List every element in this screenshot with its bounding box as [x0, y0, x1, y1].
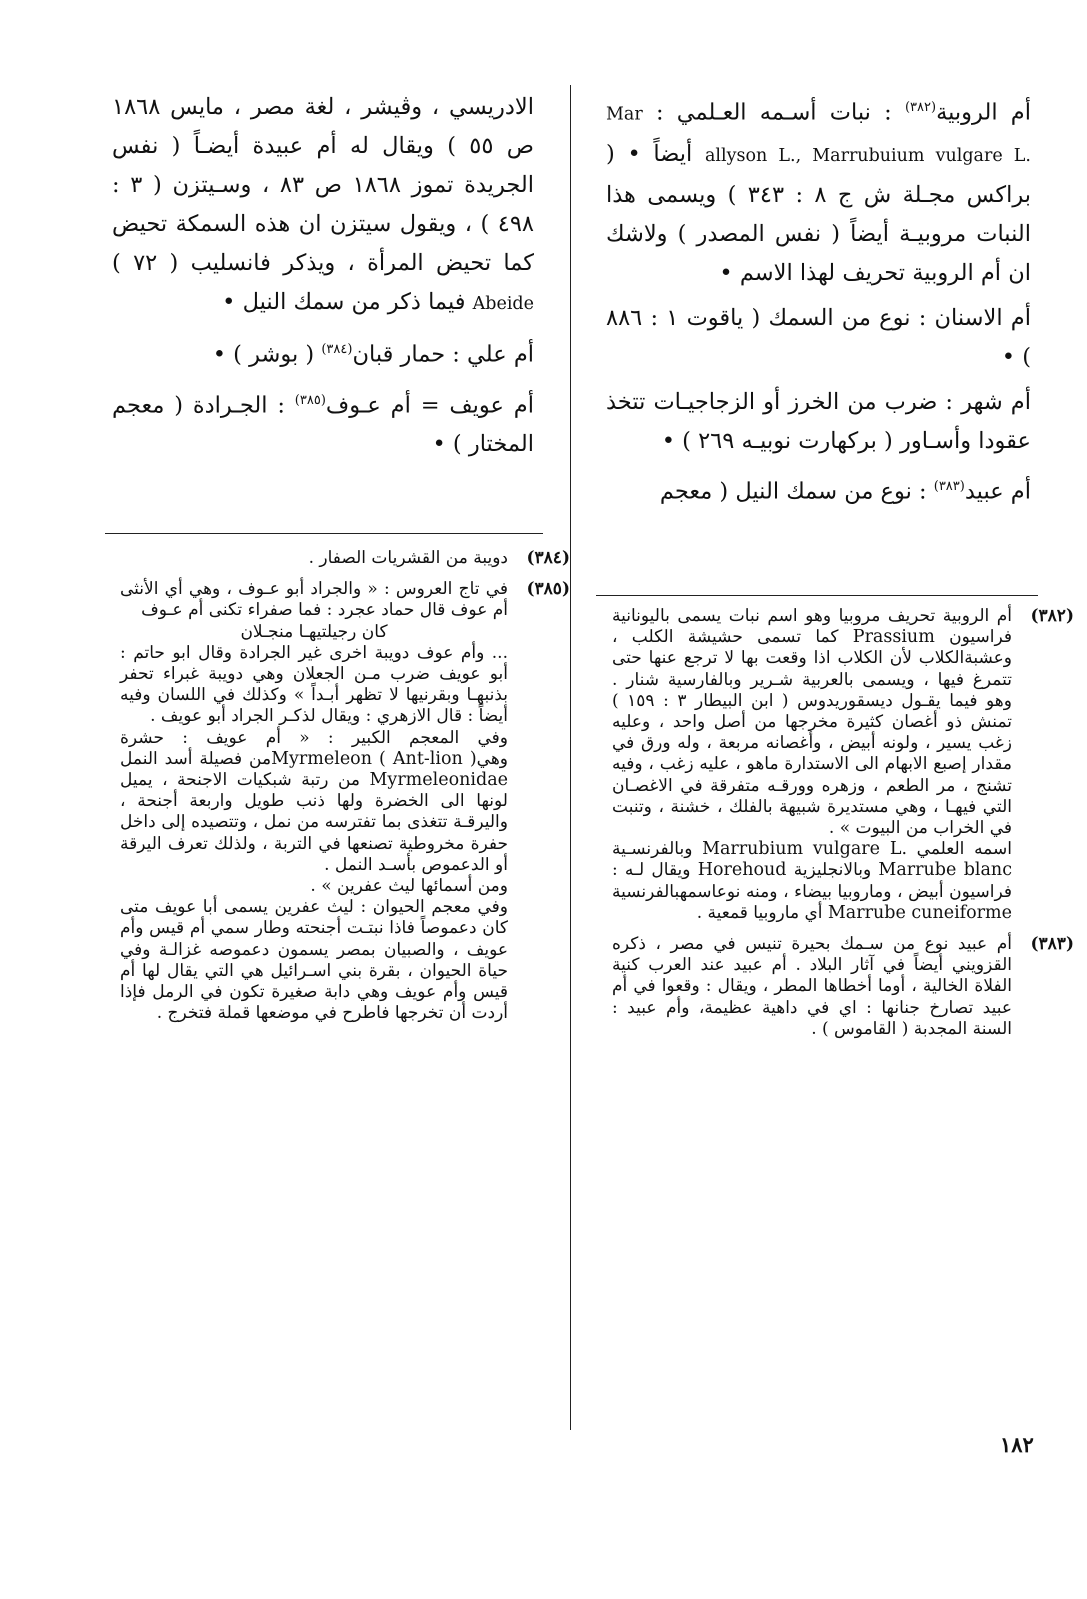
- poetry-verse: كان رجيلتيهـا منجـلان: [240, 621, 388, 642]
- footnote-paragraph: وفي المعجم الكبير : « أم عويف : حشرة وهيMyrmeleon ( Ant-lion )من فصيلة أسد النمل Myrmeleonidae من رتبة شبكيات الاجنحة ، يميل لونها الى الخضرة ولها ذنب طويل واربعة أجنحة ، واليرقـة تتغذى بما تفترسه من نمل ، وتتصيده إلى داخل حفرة مخروطية تصنعها في التربة ، ولذلك تعرف اليرقة أو الدعموص بأسـد النمل .: [120, 727, 509, 875]
- footnote-384: [120, 548, 570, 569]
- page-number: ١٨٢: [1000, 1432, 1034, 1457]
- entry-um-al-rubiya: أم الروبية$^{(٣٨٢)}$ : نبات أسـمه العـلمي : Mar allyson L., Marrubuium vulgare L. أيضاً • ( براكس مجـلة ش ج ٨ : ٣٤٣ ) ويسمى هذا النبات مروبيـة أيضاً ( نفس المصدر ) ولاشك ان أم الروبية تحريف لهذا الاسم •: [606, 99, 1031, 286]
- footnote-separator-left: [105, 533, 543, 534]
- entry-um-ali: أم علي : حمار قبان$^{(٣٨٤)}$ ( بوشر ) •: [212, 341, 534, 368]
- footnote-paragraph: أم عبيد نوع من سـمك بحيرة تنيس في مصر ، ذكره القزويني أيضاً في آثار البلاد . أم عبيد عند العرب كنية الفلاة الخالية ، أوما أخطاها المطر ، ويقال : وقعوا في أم عبيد تصارخ جنانها : اي في داهية عظيمة، وأم عبيد : السنة المجدبة ( القاموس ) .: [612, 934, 1012, 1039]
- footnote-number: (٣٨٥): [526, 579, 570, 600]
- entry-um-ubaid: أم عبيد$^{(٣٨٣)}$ : نوع من سمك النيل ( معجم: [659, 478, 1031, 504]
- main-text-right-column: [606, 88, 1031, 511]
- footnote-paragraph: في تاج العروس : « والجراد أبو عـوف ، وهي أي الأنثى أم عوف قال حماد عجرد : فما صفراء تكنى أم عـوف: [120, 579, 508, 621]
- footnote-paragraph: ... وأم عوف دويبة اخرى غير الجرادة وقال ابو حاتم : أبو عويف ضرب مـن الجعلان وهي دويبة غبراء تحفر بذنبهـا وبقرنيها لا تظهر أبـداً » وكذلك في اللسان وفيه أيضاً : قال الازهري : ويقال لذكـر الجراد أبو عويف .: [120, 642, 508, 727]
- footnote-number: (٣٨٢): [1030, 606, 1074, 626]
- footnote-separator-right: [596, 595, 1038, 596]
- footnote-paragraph: وفي معجم الحيوان : ليث عفرين يسمى أبا عويف متى كان دعموصاً فاذا نبتـت أجنحته وطار سمي أم قيس وأم عويف ، والصبيان بمصر يسمون دعموصه غزالـة وفي حياة الحيوان ، بقرة بني اسـرائيل هي التي يقال لها أم قيس وأم عويف وهي دابة صغيرة تكون في الرمل فإذا أردت أن تخرجها فاطرح في موضعها قملة فتخرج .: [120, 897, 508, 1024]
- footnote-385: [120, 579, 570, 1024]
- footnote-paragraph: اسمه العلمي Marrubium vulgare L. وبالفرنسـية Marrube blanc وبالانجليزية Horehoud ويقال لـه : فراسيون أبيض ، وماروبيا بيضاء ، ومنه نوعاسمهبالفرنسية Marrube cuneiforme أي ماروبيا قمعية .: [612, 839, 1013, 923]
- entry-um-shahr: أم شهر : ضرب من الخرز أو الزجاجيـات تتخذ عقودا وأسـاور ( بركهارت نوبيـه ٢٦٩ ) •: [606, 388, 1031, 454]
- footnote-paragraph: دويبة من القشريات الصفار .: [308, 548, 508, 568]
- main-text-left-column: [112, 88, 534, 464]
- column-divider: [570, 85, 571, 1430]
- footnote-number: (٣٨٤): [526, 548, 570, 568]
- entry-um-uwaif: أم عويف = أم عـوف$^{(٣٨٥)}$ : الجـرادة ( معجم المختار ) •: [112, 392, 534, 457]
- footnote-paragraph: أم الروبية تحريف مروبيا وهو اسم نبات يسمى باليونانية فراسيون Prassium كما تسمى حشيشة الكلب ، وعشبةالكلاب لأن الكلاب اذا وقعت بها لا ترجع عنها حتى تتمرغ فيها ، ويسمى بالعربية شـرير وبالفارسية شنار . وهو فيما يقـول ديسقوريدوس ( ابن البيطار ٣ : ١٥٩ ) تمنش ذو أغصان كثيرة مخرجها من أصل واحد ، وعليه زغب يسير ، ولونه أبيض ، وأغصانه مربعة ، وله ورق في مقدار إصبع الابهام الى الاستدارة ماهو ، عليه زغب ، وفيه تشنج ، مر الطعم ، وزهره وورقـه متفرقة في الاغصـان التي فيهـا ، وهي مستديرة شبيهة بالفلك ، خشنة ، وتنبت في الخراب من البيوت » .: [612, 606, 1012, 839]
- footnote-382: [612, 606, 1074, 924]
- entry-um-al-asnan: أم الاسنان : نوع من السمك ( ياقوت ١ : ٨٨٦ ) •: [606, 304, 1031, 370]
- footnote-383: [612, 934, 1074, 1040]
- footnote-paragraph: ومن أسمائها ليث عفرين » .: [310, 876, 508, 897]
- footnote-number: (٣٨٣): [1030, 934, 1074, 955]
- footnotes-right-column: [612, 606, 1074, 1040]
- entry-um-ubaid-continued: الادريسي ، وڤيشر ، لغة مصر ، مايس ١٨٦٨ ص ٥٥ ) ويقال له أم عبيدة أيضـاً ( نفس الجريدة تموز ١٨٦٨ ص ٨٣ ، وسـيتزن ( ٣ : ٤٩٨ ) ، ويقول سيتزن ان هذه السمكة تحيض كما تحيض المرأة ، ويذكر فانسليب ( ٧٢ ) Abeide فيما ذكر من سمك النيل •: [112, 94, 534, 315]
- footnotes-left-column: [120, 548, 570, 1024]
